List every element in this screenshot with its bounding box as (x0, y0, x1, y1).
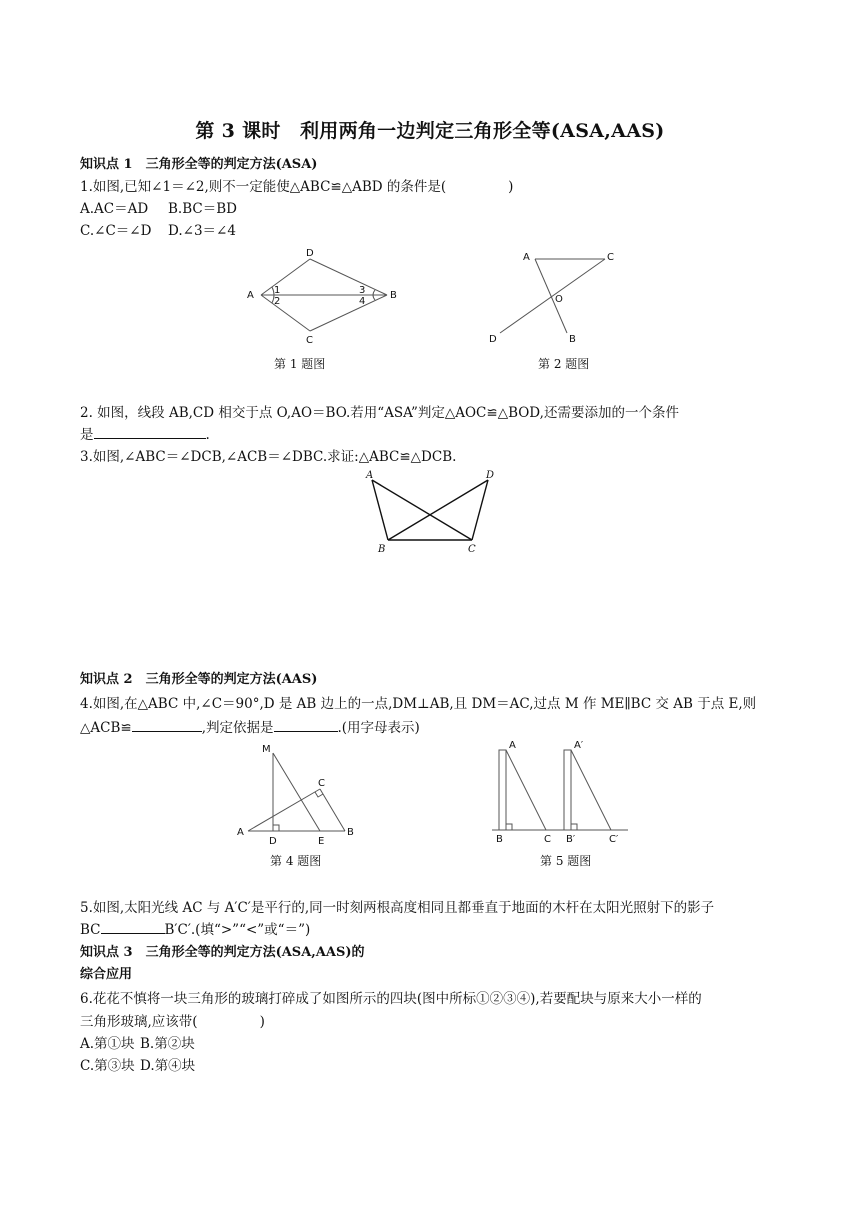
figure-1 (240, 246, 410, 346)
fig4-right-angle-d (273, 825, 279, 831)
figure-4-caption: 第 4 题图 (270, 854, 322, 868)
fig4-label-e: E (318, 836, 325, 847)
fig4-segment-ac (248, 789, 320, 831)
answer-blank-4a[interactable] (132, 719, 202, 732)
figure-2-caption: 第 2 题图 (538, 357, 590, 371)
question-1-option-d: D.∠3＝∠4 (168, 223, 236, 239)
fig1-label-3: 3 (359, 285, 366, 296)
answer-blank-5[interactable] (101, 921, 165, 934)
fig5-sunray-a2c2 (571, 750, 611, 830)
question-4-suffix: .(用字母表示) (337, 720, 420, 736)
fig5-label-c-prime: C′ (609, 834, 619, 845)
section-heading-1: 知识点 1 三角形全等的判定方法(ASA) (80, 157, 318, 172)
fig5-label-c: C (544, 834, 551, 845)
question-6-option-b: B.第②块 (140, 1036, 195, 1052)
figure-5 (488, 738, 638, 845)
fig3-label-c: C (468, 544, 476, 555)
fig4-segment-cb (320, 789, 345, 831)
figure-5-caption: 第 5 题图 (540, 854, 592, 868)
question-6-text: 三角形玻璃,应该带( (80, 1014, 198, 1030)
page-title: 第 3 课时 利用两角一边判定三角形全等(ASA,AAS) (195, 120, 665, 142)
question-1-option-b: B.BC＝BD (168, 201, 237, 217)
question-6-option-a: A.第①块 (80, 1036, 135, 1052)
question-1-text: 1.如图,已知∠1＝∠2,则不一定能使△ABC≌△ABD 的条件是( (80, 179, 447, 195)
question-4-prefix: △ACB≌ (80, 720, 132, 736)
question-4-middle: ,判定依据是 (201, 720, 274, 736)
fig3-segment-db (388, 480, 488, 540)
question-2-suffix: . (205, 427, 210, 443)
fig5-pole-2 (564, 750, 571, 830)
fig2-label-b: B (569, 334, 576, 345)
fig3-segment-cd (472, 480, 488, 540)
question-1-option-c: C.∠C＝∠D (80, 223, 152, 239)
fig2-segment-cd (500, 259, 605, 333)
fig4-label-m: M (262, 744, 271, 755)
question-5-prefix: BC (80, 922, 101, 938)
section-heading-3: 知识点 3 三角形全等的判定方法(ASA,AAS)的 (80, 945, 365, 960)
fig1-label-b: B (390, 290, 397, 301)
figure-2 (485, 246, 625, 346)
question-6-option-d: D.第④块 (140, 1058, 196, 1074)
fig4-segment-me (273, 753, 320, 831)
fig5-label-a: A (509, 740, 516, 751)
question-1-stem (80, 175, 513, 195)
fig5-right-angle-b (506, 824, 512, 830)
fig1-label-d: D (306, 248, 314, 259)
figure-4 (232, 738, 362, 847)
fig1-segment-ad (261, 259, 310, 295)
answer-blank-2[interactable] (94, 426, 206, 439)
fig5-pole-1 (499, 750, 506, 830)
answer-blank-4b[interactable] (274, 719, 338, 732)
fig1-segment-ac (261, 295, 310, 331)
question-2-line-1: 2. 如图，线段 AB,CD 相交于点 O,AO＝BO.若用“ASA”判定△AOC≌△BOD,还需要添加的一个条件 (80, 405, 679, 421)
fig3-label-a: A (366, 470, 374, 481)
fig4-label-b: B (347, 827, 354, 838)
fig4-label-a: A (237, 827, 244, 838)
fig5-label-a-prime: A′ (574, 740, 584, 751)
question-6-option-c: C.第③块 (80, 1058, 135, 1074)
fig5-sunray-ac (506, 750, 546, 830)
fig1-label-c: C (306, 335, 313, 346)
fig1-segment-cb (310, 295, 387, 331)
fig1-label-a: A (247, 290, 254, 301)
question-2-line-2 (80, 423, 210, 443)
fig3-label-d: D (486, 470, 495, 481)
fig1-label-1: 1 (274, 285, 281, 296)
fig3-segment-ac (372, 480, 472, 540)
fig2-label-d: D (489, 334, 497, 345)
question-3-stem: 3.如图,∠ABC＝∠DCB,∠ACB＝∠DBC.求证:△ABC≌△DCB. (80, 449, 457, 465)
fig5-label-b: B (496, 834, 503, 845)
question-1-option-a: A.AC＝AD (80, 201, 149, 217)
fig3-segment-ab (372, 480, 388, 540)
fig2-label-c: C (607, 252, 614, 263)
question-4-line-1: 4.如图,在△ABC 中,∠C＝90°,D 是 AB 边上的一点,DM⊥AB,且 DM＝AC,过点 M 作 ME∥BC 交 AB 于点 E,则 (80, 696, 757, 712)
question-5-line-2 (80, 918, 310, 938)
fig4-label-c: C (318, 778, 325, 789)
question-2-prefix: 是 (80, 427, 94, 443)
section-heading-3-continued: 综合应用 (80, 967, 133, 982)
question-5-line-1: 5.如图,太阳光线 AC 与 A′C′是平行的,同一时刻两根高度相同且都垂直于地面的木杆在太阳光照射下的影子 (80, 900, 715, 916)
question-4-line-2 (80, 716, 420, 736)
fig1-label-2: 2 (274, 296, 281, 307)
section-heading-2: 知识点 2 三角形全等的判定方法(AAS) (80, 672, 318, 687)
figure-1-caption: 第 1 题图 (274, 357, 326, 371)
question-5-suffix: B′C′.(填“>”“<”或“＝”) (164, 922, 311, 938)
fig2-label-a: A (523, 252, 530, 263)
question-6-line-1: 6.花花不慎将一块三角形的玻璃打碎成了如图所示的四块(图中所标①②③④),若要配块与原来大小一样的 (80, 991, 702, 1007)
fig4-label-d: D (269, 836, 277, 847)
fig1-segment-db (310, 259, 387, 295)
question-1-close: ) (508, 179, 514, 195)
fig5-right-angle-b2 (571, 824, 577, 830)
question-6-line-2 (80, 1010, 265, 1030)
fig5-label-b-prime: B′ (566, 834, 576, 845)
figure-3 (360, 466, 510, 558)
question-6-close: ) (259, 1014, 265, 1030)
fig1-label-4: 4 (359, 296, 366, 307)
fig2-label-o: O (555, 294, 563, 305)
fig3-label-b: B (378, 544, 386, 555)
